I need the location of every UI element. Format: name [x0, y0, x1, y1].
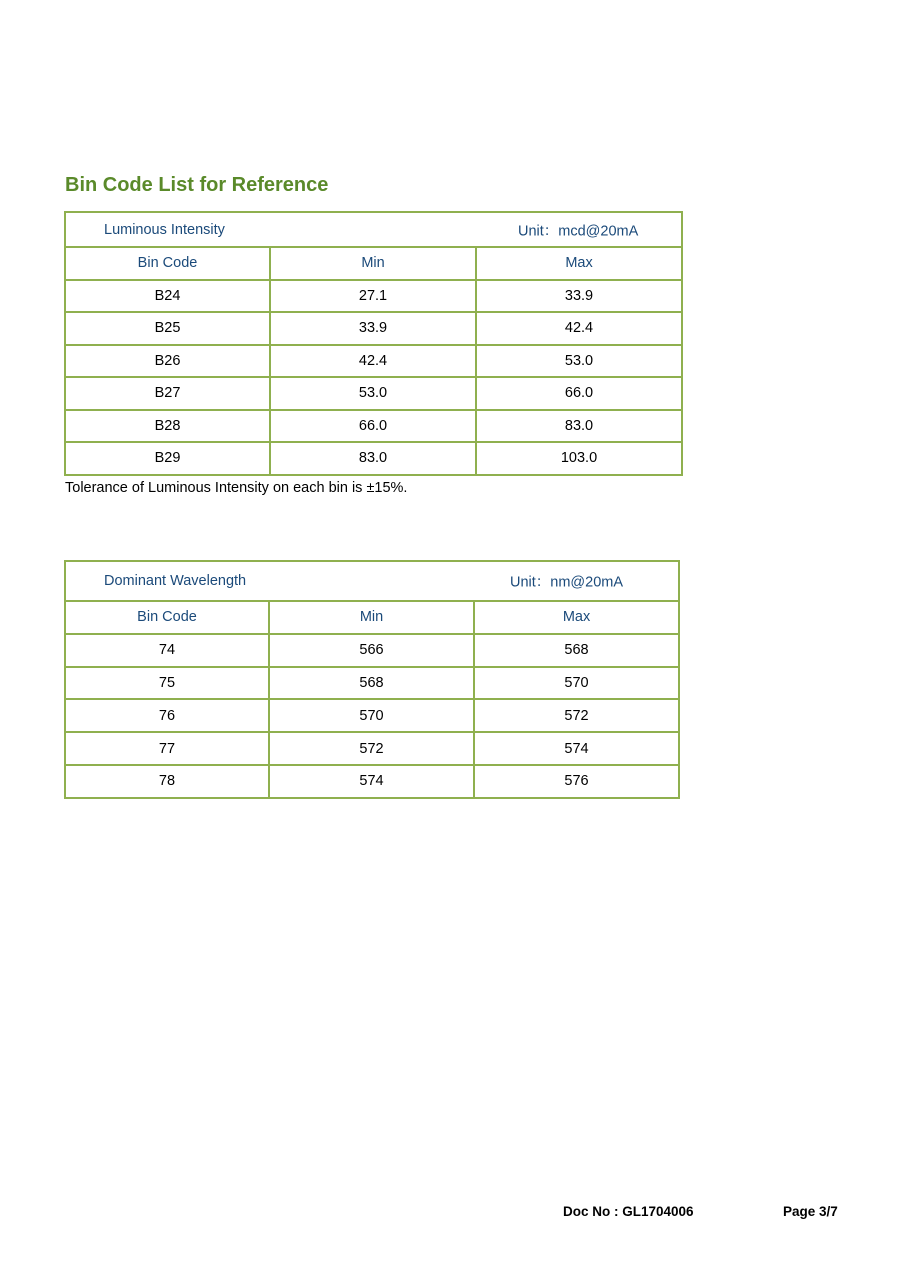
header-max: Max: [474, 601, 679, 634]
table-row: [65, 280, 682, 313]
table-row: [65, 410, 682, 443]
cell-max: 33.9: [476, 280, 682, 313]
cell-bin-code: 77: [65, 732, 269, 765]
table-row: [65, 699, 679, 732]
cell-min: 66.0: [270, 410, 476, 443]
cell-max: 574: [474, 732, 679, 765]
cell-max: 572: [474, 699, 679, 732]
cell-bin-code: B27: [65, 377, 270, 410]
page-number: Page 3/7: [783, 1204, 838, 1219]
header-min: Min: [269, 601, 474, 634]
page-title: Bin Code List for Reference: [65, 174, 329, 196]
cell-bin-code: 78: [65, 765, 269, 798]
dominant-wavelength-label: Dominant Wavelength: [104, 573, 247, 589]
cell-min: 53.0: [270, 377, 476, 410]
luminous-intensity-label: Luminous Intensity: [104, 221, 225, 238]
cell-min: 570: [269, 699, 474, 732]
luminous-intensity-unit: Unit：mcd@20mA: [518, 223, 639, 239]
cell-bin-code: B26: [65, 345, 270, 378]
document-number: Doc No : GL1704006: [563, 1204, 694, 1219]
cell-bin-code: B29: [65, 442, 270, 475]
table-row: [65, 667, 679, 700]
cell-bin-code: B24: [65, 280, 270, 313]
cell-max: 570: [474, 667, 679, 700]
table-row: [65, 732, 679, 765]
table-row: [65, 377, 682, 410]
cell-min: 27.1: [270, 280, 476, 313]
cell-min: 574: [269, 765, 474, 798]
cell-max: 83.0: [476, 410, 682, 443]
table-header-row: [65, 601, 679, 634]
cell-bin-code: B25: [65, 312, 270, 345]
cell-min: 33.9: [270, 312, 476, 345]
header-min: Min: [270, 247, 476, 280]
cell-min: 572: [269, 732, 474, 765]
dominant-wavelength-caption: [65, 561, 679, 601]
table-row: [65, 345, 682, 378]
dominant-wavelength-table: [64, 560, 680, 799]
tolerance-note: Tolerance of Luminous Intensity on each bin is ±15%.: [65, 480, 408, 496]
dominant-wavelength-unit: Unit：nm@20mA: [510, 574, 624, 591]
table-row: [65, 634, 679, 667]
cell-max: 66.0: [476, 377, 682, 410]
cell-min: 568: [269, 667, 474, 700]
header-max: Max: [476, 247, 682, 280]
cell-max: 103.0: [476, 442, 682, 475]
cell-bin-code: 74: [65, 634, 269, 667]
luminous-intensity-table: [64, 211, 683, 476]
cell-bin-code: 76: [65, 699, 269, 732]
cell-bin-code: 75: [65, 667, 269, 700]
luminous-intensity-caption: [65, 212, 682, 247]
table-row: [65, 765, 679, 798]
cell-bin-code: B28: [65, 410, 270, 443]
cell-min: 83.0: [270, 442, 476, 475]
table-header-row: [65, 247, 682, 280]
header-bin-code: Bin Code: [65, 247, 270, 280]
cell-max: 568: [474, 634, 679, 667]
table-row: [65, 442, 682, 475]
cell-max: 53.0: [476, 345, 682, 378]
header-bin-code: Bin Code: [65, 601, 269, 634]
cell-min: 566: [269, 634, 474, 667]
cell-max: 576: [474, 765, 679, 798]
table-row: [65, 312, 682, 345]
cell-max: 42.4: [476, 312, 682, 345]
cell-min: 42.4: [270, 345, 476, 378]
